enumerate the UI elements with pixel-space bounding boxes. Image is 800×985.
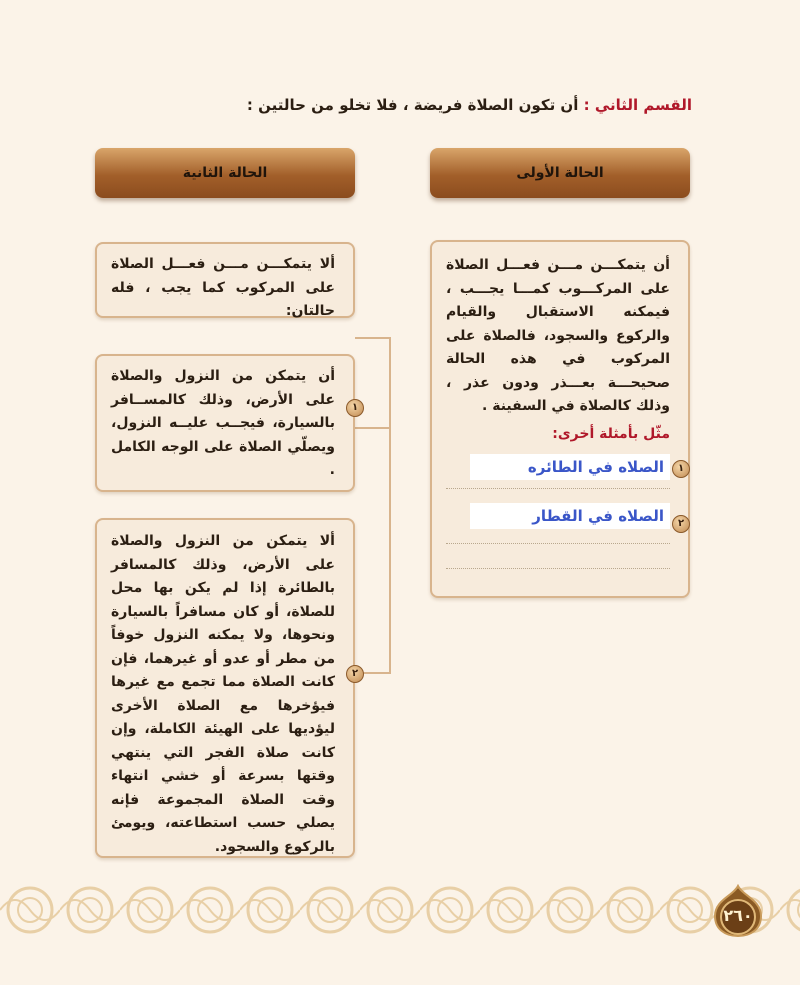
example-answer-2[interactable]: الصلاه في القطار: [470, 503, 670, 529]
option-2-box: [95, 518, 355, 858]
second-case-intro-box: [95, 242, 355, 318]
answer-line: [446, 558, 670, 569]
examples-title: مثّل بأمثلة أخرى:: [552, 425, 670, 442]
section-heading-text: أن تكون الصلاة فريضة ، فلا تخلو من حالتين :: [246, 96, 579, 114]
example-number-2: ٢: [672, 515, 690, 533]
page-number: ٢٦٠: [723, 906, 753, 925]
option-number-1: ١: [346, 399, 364, 417]
option-number-2: ٢: [346, 665, 364, 683]
first-case-box: [430, 240, 690, 598]
example-row-1: [446, 454, 685, 478]
connector-line: [355, 427, 391, 429]
option-1-box: [95, 354, 355, 492]
option-1-text: أن يتمكن من النزول والصلاة على الأرض، وذلك كالمســافر بالسيارة، فيجــب عليــه النزول، ويصلّي الصلاة على الوجه الكامل .: [111, 368, 335, 478]
page-number-badge: [711, 884, 765, 938]
example-row-2: [446, 503, 685, 529]
option-2-text: ألا يتمكن من النزول والصلاة على الأرض، وذلك كالمسافر بالطائرة إذا لم يكن بها محل للصلاة، أو كان مسافراً بالسيارة ونحوها، ولا يمكنه النزول خوفاً من مطر أو عدو أو غيرهما، فإن كانت الصلاة مما تجمع مع غيرها فيؤخرها مع الصلاة الأخرى ليؤديها على الهيئة الكاملة، وإن كانت صلاة الفجر التي ينتهي وقتها بسرعة أو خشي انتهاء وقت الصلاة المجموعة فإنه يصلي حسب استطاعته، ويومئ بالركوع والسجود.: [111, 533, 335, 855]
connector-line: [355, 337, 391, 339]
example-number-1: ١: [672, 460, 690, 478]
first-case-header: الحالة الأولى: [430, 148, 690, 198]
connector-line: [389, 337, 391, 673]
ornament-band: [0, 880, 800, 940]
section-heading-label: القسم الثاني :: [583, 96, 692, 114]
section-heading: [92, 96, 692, 114]
second-case-header: الحالة الثانية: [95, 148, 355, 198]
answer-line: [446, 533, 670, 544]
first-case-body: أن يتمكـــن مـــن فعـــل الصلاة على المركـــوب كمـــا يجـــب ، فيمكنه الاستقبال والقيام والركوع والسجود، فالصلاة على المركوب في هذه الحالة صحيحـــة بعـــذر ودون عذر ، وذلك كالصلاة في السفينة .: [446, 257, 670, 414]
example-answer-1[interactable]: الصلاه في الطائره: [470, 454, 670, 480]
second-case-intro: ألا يتمكـــن مـــن فعـــل الصلاة على المركوب كما يجب ، فله حالتان:: [111, 256, 335, 319]
